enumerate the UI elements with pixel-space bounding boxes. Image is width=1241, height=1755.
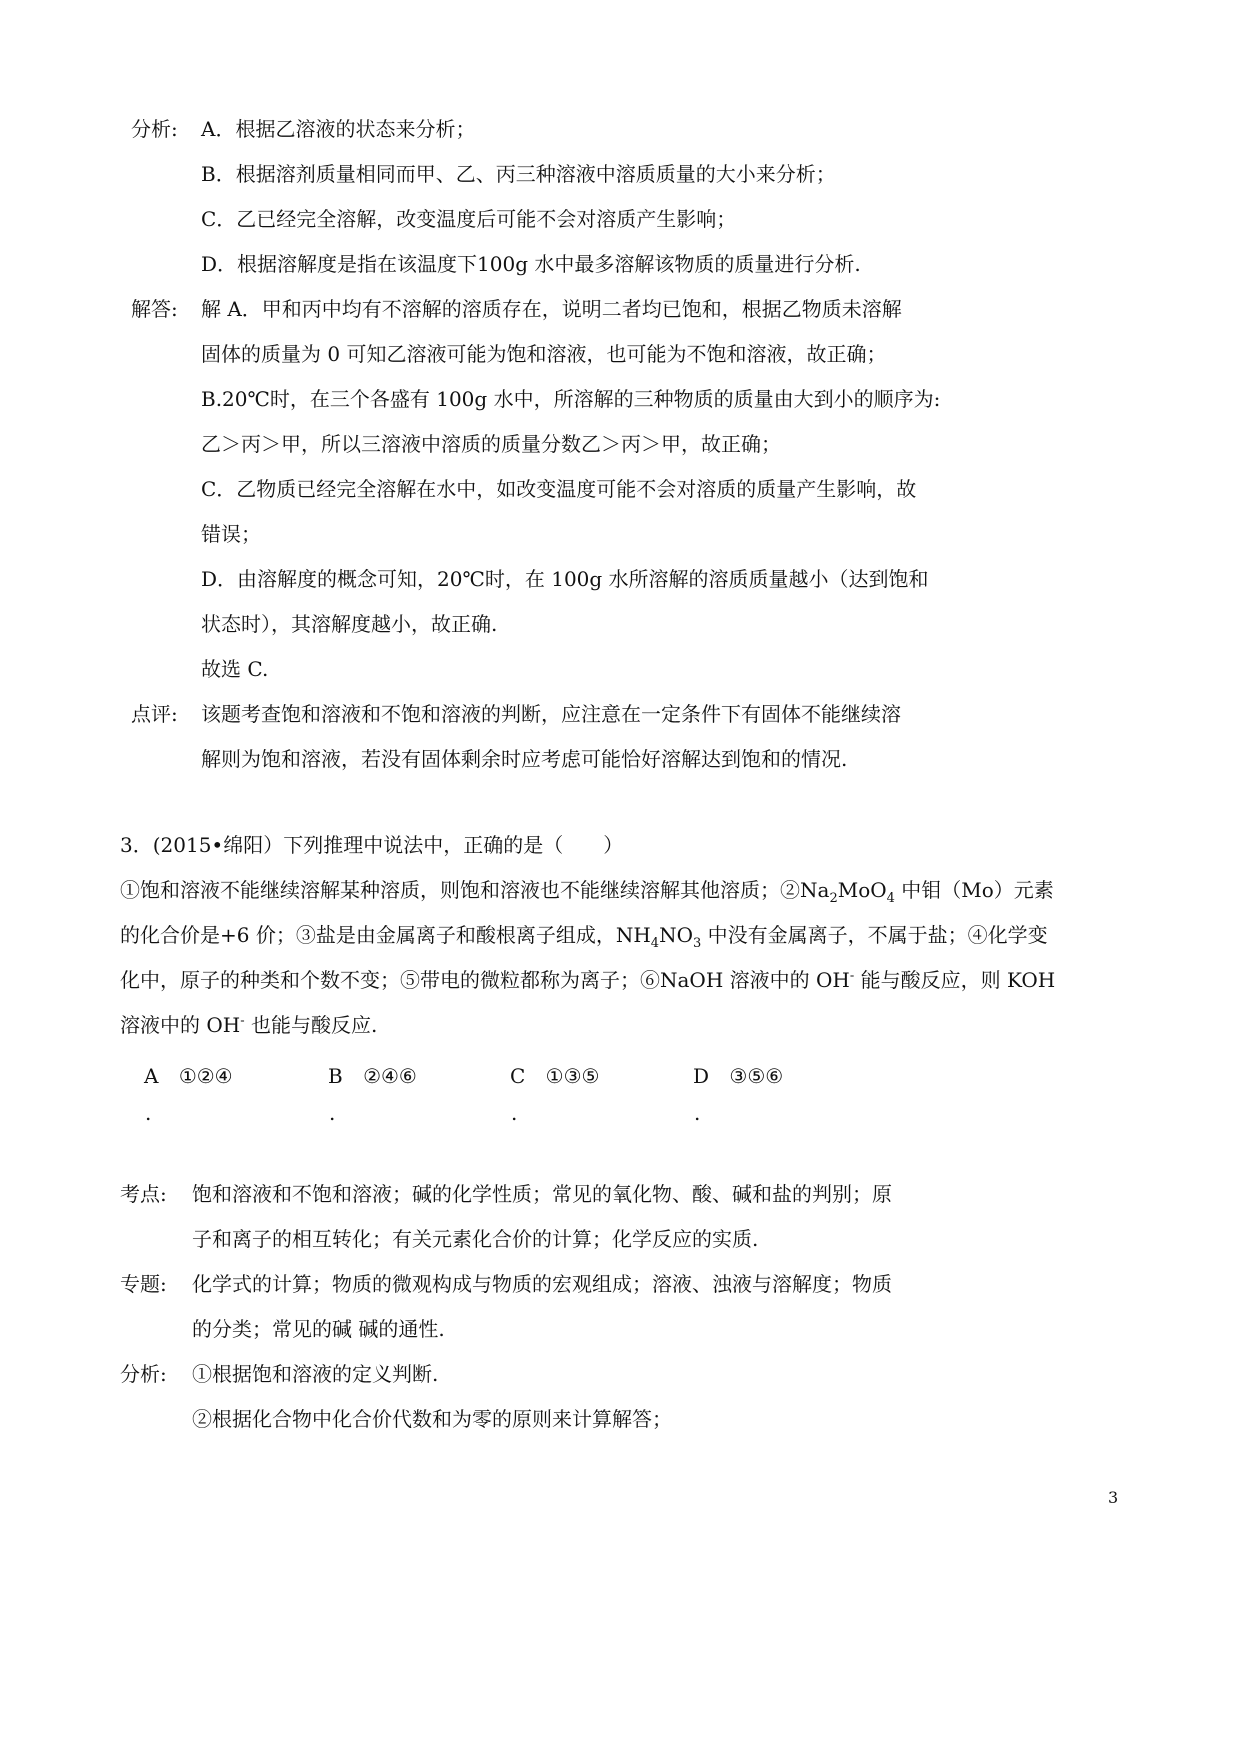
jieda-line: 错误； — [201, 522, 261, 546]
page-number: 3 — [1108, 1488, 1119, 1507]
jieda-line: 固体的质量为 0 可知乙溶液可能为饱和溶液，也可能为不饱和溶液，故正确； — [201, 342, 887, 366]
question-body-line: 的化合价是+6 价；③盐是由金属离子和酸根离子组成，$NH_4NO_3$ 中没有金属离子，不属于盐；④化学变 — [120, 923, 1048, 951]
option-dot: . — [329, 1101, 336, 1125]
fenxi-line: ②根据化合物中化合价代数和为零的原则来计算解答； — [192, 1407, 672, 1431]
option-value: ③⑤⑥ — [729, 1064, 784, 1088]
jieda-line: C．乙物质已经完全溶解在水中，如改变温度可能不会对溶质的质量产生影响，故 — [201, 477, 917, 501]
zhuanti-label: 专题: — [120, 1272, 167, 1296]
jieda-line: B.20℃时，在三个各盛有 100g 水中，所溶解的三种物质的质量由大到小的顺序为: — [201, 387, 941, 411]
option-value: ①②④ — [178, 1064, 233, 1088]
option-letter: C — [510, 1064, 526, 1088]
jieda-label: 解答: — [131, 297, 178, 321]
dianping-line: 该题考查饱和溶液和不饱和溶液的判断，应注意在一定条件下有固体不能继续溶 — [201, 702, 901, 726]
zhuanti-line: 化学式的计算；物质的微观构成与物质的宏观组成；溶液、浊液与溶解度；物质 — [192, 1272, 892, 1296]
dianping-line: 解则为饱和溶液，若没有固体剩余时应考虑可能恰好溶解达到饱和的情况. — [201, 747, 848, 771]
question-stem: 3．(2015•绵阳）下列推理中说法中，正确的是（ ） — [120, 833, 624, 857]
jieda-line: D．由溶解度的概念可知，20℃时，在 100g 水所溶解的溶质质量越小（达到饱和 — [201, 567, 929, 591]
option-a[interactable] — [144, 1063, 233, 1089]
option-letter: D — [693, 1064, 710, 1088]
option-c[interactable] — [510, 1063, 599, 1089]
question-body-line: ①饱和溶液不能继续溶解某种溶质，则饱和溶液也不能继续溶解其他溶质；$②Na_2MoO_4$ 中钼（Mo）元素 — [120, 878, 1054, 906]
dianping-label: 点评: — [131, 702, 178, 726]
fenxi-label: 分析: — [131, 117, 178, 141]
fenxi-line-d: D．根据溶解度是指在该温度下100g 水中最多溶解该物质的质量进行分析. — [201, 252, 861, 276]
kaodian-label: 考点: — [120, 1182, 167, 1206]
fenxi-line-b: B．根据溶剂质量相同而甲、乙、丙三种溶液中溶质质量的大小来分析； — [201, 162, 836, 186]
kaodian-line: 子和离子的相互转化；有关元素化合价的计算；化学反应的实质. — [192, 1227, 759, 1251]
fenxi-line: ①根据饱和溶液的定义判断. — [192, 1362, 439, 1386]
jieda-answer: 故选 C. — [201, 657, 269, 681]
question-body-line: 化中，原子的种类和个数不变；⑤带电的微粒都称为离子；⑥NaOH 溶液中的 OH- 能与酸反应，则 KOH — [120, 968, 1056, 992]
jieda-line: 乙＞丙＞甲，所以三溶液中溶质的质量分数乙＞丙＞甲，故正确； — [201, 432, 781, 456]
zhuanti-line: 的分类；常见的碱 碱的通性. — [192, 1317, 445, 1341]
kaodian-line: 饱和溶液和不饱和溶液；碱的化学性质；常见的氧化物、酸、碱和盐的判别；原 — [192, 1182, 892, 1206]
option-letter: B — [328, 1064, 343, 1088]
jieda-line: 状态时），其溶解度越小，故正确. — [201, 612, 498, 636]
option-dot: . — [511, 1101, 518, 1125]
option-dot: . — [145, 1101, 152, 1125]
option-dot: . — [694, 1101, 701, 1125]
jieda-line: 解 A．甲和丙中均有不溶解的溶质存在，说明二者均已饱和，根据乙物质未溶解 — [201, 297, 902, 321]
question-body-line: 溶液中的 OH- 也能与酸反应. — [120, 1013, 378, 1037]
fenxi-label: 分析: — [120, 1362, 167, 1386]
fenxi-line-c: C．乙已经完全溶解，改变温度后可能不会对溶质产生影响； — [201, 207, 737, 231]
option-d[interactable] — [693, 1063, 783, 1089]
option-letter: A — [144, 1064, 159, 1088]
option-b[interactable] — [328, 1063, 417, 1089]
option-value: ②④⑥ — [363, 1064, 417, 1088]
fenxi-line-a: A．根据乙溶液的状态来分析； — [201, 117, 476, 141]
option-value: ①③⑤ — [545, 1064, 600, 1088]
